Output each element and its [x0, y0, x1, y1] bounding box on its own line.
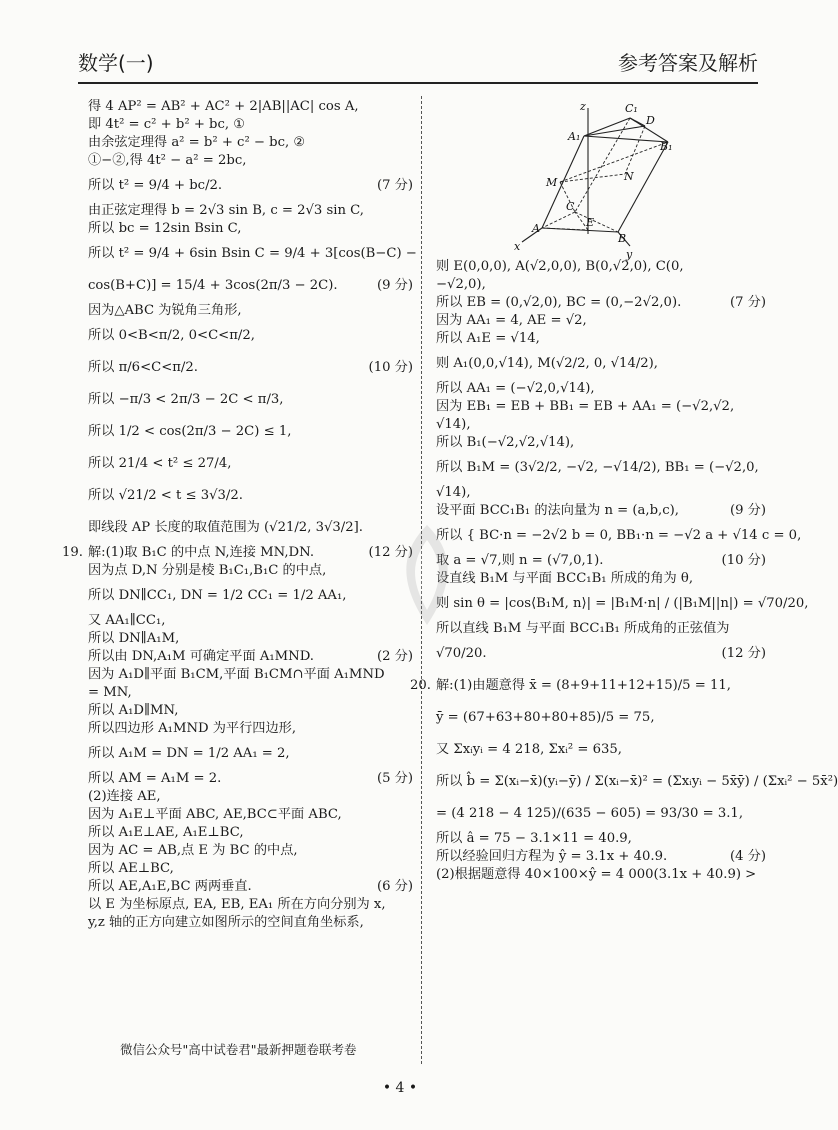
text-line — [88, 806, 413, 824]
line-text: −√2,0), — [436, 277, 486, 292]
line-text: 即 4t² = c² + b² + bc, ① — [88, 117, 246, 132]
line-text: 所以 bc = 12sin Bsin C, — [88, 221, 242, 236]
line-text: 取 a = √7,则 n = (√7,0,1). — [436, 553, 604, 568]
line-text: √14), — [436, 417, 471, 432]
score-mark: (10 分) — [368, 360, 413, 375]
text-line — [88, 512, 413, 544]
line-text: 因为 AC = AB,点 E 为 BC 的中点, — [88, 843, 298, 858]
question-number: 19. — [62, 545, 83, 560]
text-line — [436, 434, 766, 452]
text-line — [436, 766, 838, 798]
text-line — [88, 202, 413, 220]
text-line — [88, 612, 413, 630]
line-text: 所以 DN∥A₁M, — [88, 631, 180, 646]
line-text: 因为 A₁E⊥平面 ABC, AE,BC⊂平面 ABC, — [88, 807, 342, 822]
page-number: • 4 • — [382, 1080, 418, 1096]
line-text: 由正弦定理得 b = 2√3 sin B, c = 2√3 sin C, — [88, 203, 364, 218]
text-line — [436, 416, 766, 434]
line-text: 又 AA₁∥CC₁, — [88, 613, 166, 628]
text-line — [88, 702, 413, 720]
line-text: 得 4 AP² = AB² + AC² + 2|AB||AC| cos A, — [88, 99, 359, 114]
line-text: 因为△ABC 为锐角三角形, — [88, 303, 242, 318]
line-text: 所以四边形 A₁MND 为平行四边形, — [88, 721, 297, 736]
prism-figure — [500, 96, 673, 266]
text-line — [88, 842, 413, 860]
line-text: 所以 −π/3 < 2π/3 − 2C < π/3, — [88, 392, 284, 407]
line-text: 所以 π/6<C<π/2. — [88, 360, 198, 375]
line-text: 以 E 为坐标原点, EA, EB, EA₁ 所在方向分别为 x, — [88, 897, 386, 912]
label-e: E — [586, 216, 595, 229]
text-line — [436, 734, 766, 766]
score-mark: (2 分) — [376, 649, 413, 664]
score-mark: (6 分) — [376, 879, 413, 894]
text-line — [88, 860, 413, 878]
line-text: 所以 A₁E = √14, — [436, 331, 540, 346]
line-text: 所以 √21/2 < t ≤ 3√3/2. — [88, 488, 243, 503]
text-line — [88, 134, 413, 152]
text-line — [436, 348, 766, 380]
text-line — [436, 276, 766, 294]
text-line — [436, 398, 766, 416]
line-text: 所以由 DN,A₁M 可确定平面 A₁MND. — [88, 649, 314, 664]
line-text: y,z 轴的正方向建立如图所示的空间直角坐标系, — [88, 915, 364, 930]
line-text: 又 Σxᵢyᵢ = 4 218, Σxᵢ² = 635, — [436, 742, 622, 757]
score-mark: (12 分) — [368, 545, 413, 560]
line-text: 所以 AE,A₁E,BC 两两垂直. — [88, 879, 252, 894]
text-line — [88, 238, 417, 270]
question-number: 20. — [410, 678, 431, 693]
score-mark: (7 分) — [729, 295, 766, 310]
line-text: 由余弦定理得 a² = b² + c² − bc, ② — [88, 135, 306, 150]
text-line — [436, 294, 766, 312]
line-text: 所以 AM = A₁M = 2. — [88, 771, 222, 786]
text-line — [88, 302, 413, 320]
line-text: cos(B+C)] = 15/4 + 3cos(2π/3 − 2C). — [88, 278, 338, 293]
text-line — [88, 320, 413, 352]
score-mark: (9 分) — [376, 278, 413, 293]
line-text: 则 E(0,0,0), A(√2,0,0), B(0,√2,0), C(0, — [436, 259, 684, 274]
text-line — [436, 830, 766, 848]
text-line — [436, 520, 802, 552]
label-b1: B₁ — [660, 140, 673, 153]
line-text: 设直线 B₁M 与平面 BCC₁B₁ 所成的角为 θ, — [436, 571, 694, 586]
header-title: 参考答案及解析 — [618, 51, 758, 75]
text-line — [88, 220, 413, 238]
text-line — [88, 270, 413, 302]
text-line — [88, 684, 413, 702]
text-line — [88, 580, 413, 612]
score-mark: (4 分) — [729, 849, 766, 864]
line-text: √70/20. — [436, 646, 487, 661]
text-line — [436, 380, 766, 398]
text-line — [88, 788, 413, 806]
footer-note: 微信公众号"高中试卷君"最新押题卷联考卷 — [120, 1042, 357, 1057]
text-line — [88, 720, 413, 738]
text-line — [410, 670, 766, 702]
left-column — [62, 98, 417, 932]
line-text: 解:(1)由题意得 x̄ = (8+9+11+12+15)/5 = 11, — [436, 678, 731, 693]
line-text: 则 sin θ = |cos⟨B₁M, n⟩| = |B₁M·n| / (|B₁M||n|) = √70/20, — [436, 596, 809, 611]
text-line — [436, 484, 766, 502]
text-line — [88, 98, 413, 116]
text-line — [436, 866, 766, 884]
label-c: C — [566, 200, 575, 213]
label-n: N — [624, 170, 634, 183]
text-line — [88, 116, 413, 134]
score-mark: (7 分) — [376, 178, 413, 193]
label-d: D — [646, 114, 655, 127]
text-line — [88, 770, 413, 788]
text-line — [436, 638, 766, 670]
line-text: 所以 DN∥CC₁, DN = 1/2 CC₁ = 1/2 AA₁, — [88, 588, 347, 603]
line-text: 则 A₁(0,0,√14), M(√2/2, 0, √14/2), — [436, 356, 658, 371]
label-a1: A₁ — [568, 130, 581, 143]
line-text: 所以 â = 75 − 3.1×11 = 40.9, — [436, 831, 632, 846]
text-line — [436, 798, 766, 830]
line-text: 所以 B₁(−√2,√2,√14), — [436, 435, 575, 450]
label-z: z — [580, 100, 586, 113]
line-text: (2)根据题意得 40×100×ŷ = 4 000(3.1x + 40.9) > — [436, 867, 757, 882]
line-text: 设平面 BCC₁B₁ 的法向量为 n = (a,b,c), — [436, 503, 679, 518]
text-line — [436, 702, 766, 734]
line-text: 所以 A₁M = DN = 1/2 AA₁ = 2, — [88, 746, 290, 761]
line-text: = (4 218 − 4 125)/(635 − 605) = 93/30 = 3.1, — [436, 806, 744, 821]
watermark-emblem — [392, 520, 462, 630]
text-line — [436, 588, 809, 620]
line-text: 所以 21/4 < t² ≤ 27/4, — [88, 456, 232, 471]
line-text: 因为点 D,N 分别是棱 B₁C₁,B₁C 的中点, — [88, 563, 327, 578]
line-text: 所以 { BC·n = −2√2 b = 0, BB₁·n = −√2 a + √14 c = 0, — [436, 528, 802, 543]
page-header — [78, 42, 758, 84]
text-line — [88, 480, 413, 512]
text-line — [436, 330, 766, 348]
line-text: (2)连接 AE, — [88, 789, 161, 804]
text-line — [436, 552, 766, 570]
label-a: A — [532, 222, 540, 235]
text-line — [436, 620, 766, 638]
text-line — [436, 452, 766, 484]
line-text: 所以 b̂ = Σ(xᵢ−x̄)(yᵢ−ȳ) / Σ(xᵢ−x̄)² = (Σxᵢyᵢ − 5x̄ȳ) / (Σxᵢ² − 5x̄²) — [436, 774, 838, 789]
line-text: 所以 t² = 9/4 + bc/2. — [88, 178, 223, 193]
label-b: B — [618, 232, 627, 245]
line-text: 所以 A₁D∥MN, — [88, 703, 179, 718]
line-text: = MN, — [88, 685, 132, 700]
line-text: 所以 1/2 < cos(2π/3 − 2C) ≤ 1, — [88, 424, 292, 439]
line-text: 因为 A₁D∥平面 B₁CM,平面 B₁CM∩平面 A₁MND — [88, 667, 385, 682]
line-text: 所以 A₁E⊥AE, A₁E⊥BC, — [88, 825, 244, 840]
text-line — [88, 914, 413, 932]
text-line — [436, 502, 766, 520]
header-subject: 数学(一) — [78, 51, 154, 75]
line-text: 因为 AA₁ = 4, AE = √2, — [436, 313, 587, 328]
text-line — [436, 848, 766, 866]
line-text: 所以 t² = 9/4 + 6sin Bsin C = 9/4 + 3[cos(B−C) − — [88, 246, 417, 261]
line-text: 所以经验回归方程为 ŷ = 3.1x + 40.9. — [436, 849, 668, 864]
line-text: 因为 EB₁ = EB + BB₁ = EB + AA₁ = (−√2,√2, — [436, 399, 735, 414]
label-y: y — [626, 248, 633, 261]
score-mark: (12 分) — [721, 646, 766, 661]
line-text: 解:(1)取 B₁C 的中点 N,连接 MN,DN. — [88, 545, 315, 560]
text-line — [88, 648, 413, 666]
text-line — [88, 152, 413, 170]
line-text: ȳ = (67+63+80+80+85)/5 = 75, — [436, 710, 655, 725]
line-text: ①−②,得 4t² − a² = 2bc, — [88, 153, 247, 168]
label-x: x — [514, 240, 521, 253]
score-mark: (10 分) — [721, 553, 766, 568]
score-mark: (9 分) — [729, 503, 766, 518]
text-line — [88, 416, 413, 448]
text-line — [88, 630, 413, 648]
text-line — [436, 570, 766, 588]
line-text: 即线段 AP 长度的取值范围为 (√21/2, 3√3/2]. — [88, 520, 363, 535]
text-line — [88, 384, 413, 416]
label-m: M — [546, 176, 558, 189]
label-c1: C₁ — [625, 102, 638, 115]
line-text: 所以直线 B₁M 与平面 BCC₁B₁ 所成角的正弦值为 — [436, 621, 730, 636]
text-line — [88, 824, 413, 842]
text-line — [436, 312, 766, 330]
line-text: 所以 EB = (0,√2,0), BC = (0,−2√2,0). — [436, 295, 682, 310]
text-line — [62, 544, 413, 562]
score-mark: (5 分) — [376, 771, 413, 786]
line-text: √14), — [436, 485, 471, 500]
line-text: 所以 B₁M = (3√2/2, −√2, −√14/2), BB₁ = (−√2,0, — [436, 460, 759, 475]
line-text: 所以 AA₁ = (−√2,0,√14), — [436, 381, 595, 396]
line-text: 所以 AE⊥BC, — [88, 861, 174, 876]
text-line — [88, 896, 413, 914]
text-line — [88, 562, 413, 580]
text-line — [88, 738, 413, 770]
text-line — [88, 352, 413, 384]
text-line — [88, 666, 413, 684]
text-line — [88, 878, 413, 896]
text-line — [88, 448, 413, 480]
line-text: 所以 0<B<π/2, 0<C<π/2, — [88, 328, 255, 343]
text-line — [88, 170, 413, 202]
